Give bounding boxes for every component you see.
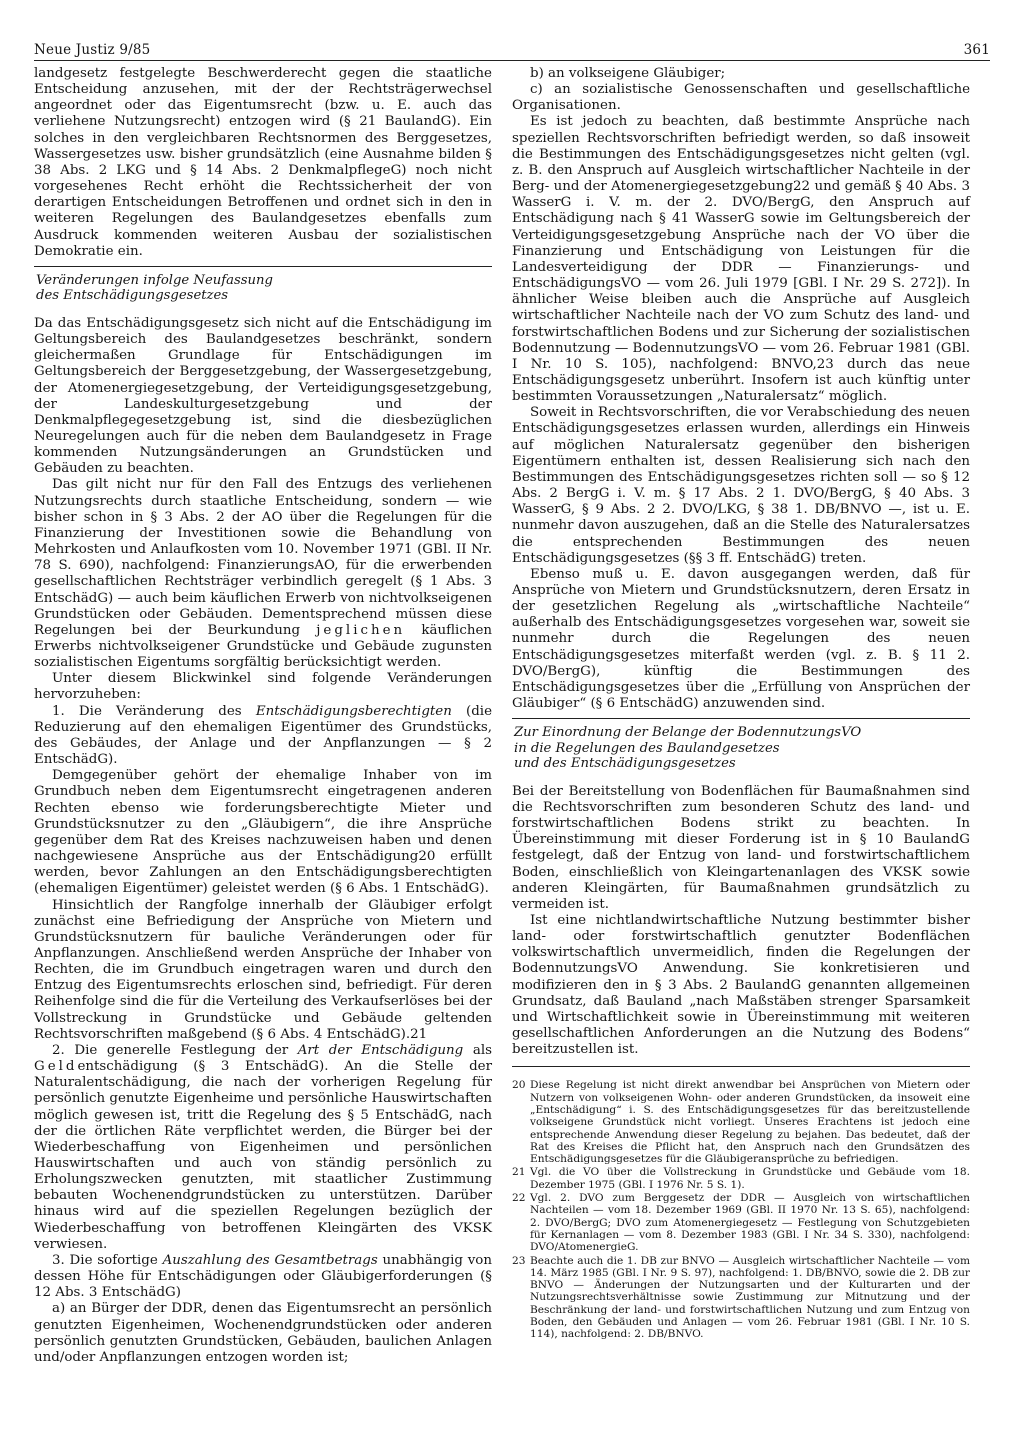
list-item: b) an volkseigene Gläubiger; — [530, 66, 726, 81]
left-column — [34, 66, 492, 1366]
paragraph: Ist eine nichtlandwirtschaftliche Nutzung bestimmter bisher land- oder forstwirtschaftlich genutzter Bodenflächen volkswirtschaftlich unvermeidlich, finden die Regelungen der BodennutzungsVO Anwendung. Sie konkretisieren und modifizieren den in § 3 Abs. 2 BaulandG genannten allgemeinen Grundsatz, daß Bauland „nach Maßstäben strenger Sparsamkeit und Wirtschaftlichkeit sowie in Übereinstimmung mit weiteren gesellschaftlichen Anforderungen an die Nutzung des Bodens“ bereitzustellen ist. — [512, 913, 970, 1058]
section-heading-line: und des Entschädigungsgesetzes — [514, 756, 736, 772]
list-item: c) an sozialistische Genossenschaften und gesellschaftliche Organisationen. — [512, 82, 970, 114]
emphasis: Auszahlung des Gesamtbetrags — [162, 1252, 378, 1268]
section-rule — [512, 718, 970, 719]
paragraph-text: unabhängig von dessen Höhe für Entschädigungen oder Gläubigerforderungen (§ 12 Abs. 3 EntschädG) — [34, 1252, 492, 1301]
paragraph-text: 3. Die sofortige — [52, 1252, 163, 1268]
section-heading-line: in die Regelungen des Baulandgesetzes — [514, 740, 780, 756]
footnote — [512, 1255, 970, 1341]
right-column — [512, 66, 970, 1342]
paragraph: Unter diesem Blickwinkel sind folgende Veränderungen hervorzuheben: — [34, 671, 492, 703]
spaced-emphasis: jeglichen — [316, 622, 406, 638]
footnotes — [512, 1079, 970, 1340]
footnote-number: 22 — [512, 1192, 526, 1205]
running-header: Neue Justiz 9/85 — [34, 42, 151, 58]
footnote — [512, 1192, 970, 1253]
footnote-text: Vgl. die VO über die Vollstreckung in Grundstücke und Gebäude vom 18. Dezember 1975 (GBl. I 1976 Nr. 5 S. 1). — [530, 1166, 970, 1191]
footnote-text: Diese Regelung ist nicht direkt anwendbar bei Ansprüchen von Mietern oder Nutzern von volkseigenen Wohn- oder anderen Grundstücken, da insoweit eine „Entschädigung“ i. S. des Entschädigungsgesetzes für das bereitzustellende volkseigene Grundstück nicht vorliegt. Unseres Erachtens ist jedoch eine entsprechende Anwendung dieser Regelung zu bejahen. Das bedeutet, daß der Rat des Kreises die Pflicht hat, den Anspruch nach den Grundsätzen des Entschädigungsgesetzes für die Gläubigeransprüche zu befriedigen. — [530, 1079, 970, 1166]
footnote-number: 23 — [512, 1254, 526, 1267]
footnote-rule — [512, 1066, 970, 1067]
footnote — [512, 1079, 970, 1165]
paragraph-text: als — [463, 1042, 492, 1058]
page-number: 361 — [963, 42, 990, 58]
paragraph: Es ist jedoch zu beachten, daß bestimmte Ansprüche nach speziellen Rechtsvorschriften befriedigt werden, so daß insoweit die Bestimmungen des Entschädigungsgesetzes nicht gelten (vgl. z. B. den Anspruch auf Ausgleich wirtschaftlicher Nachteile in der Berg- und der Atomenergiegesetzgebung22 und gemäß § 40 Abs. 3 WasserG i. V. m. der 2. DVO/BergG, den Anspruch auf Entschädigung nach § 41 WasserG sowie im Geltungsbereich der Verteidigungsgesetzgebung Ansprüche nach der VO über die Finanzierung und Entschädigung von Leistungen für die Landesverteidigung der DDR — Finanzierungs- und EntschädigungsVO — vom 26. Juli 1979 [GBl. I Nr. 29 S. 272]). In ähnlicher Weise bleiben auch die Ansprüche auf Ausgleich wirtschaftlicher Nachteile nach der VO zum Schutz des land- und forstwirtschaftlichen Bodens und zur Sicherung der sozialistischen Bodennutzung — BodennutzungsVO — vom 26. Februar 1981 (GBl. I Nr. 10 S. 105), nachfolgend: BNVO,23 durch das neue Entschädigungsgesetz unberührt. Insofern ist auch künftig unter bestimmten Voraussetzungen „Naturalersatz“ möglich. — [512, 114, 970, 405]
section-heading-line: des Entschädigungsgesetzes — [36, 288, 229, 304]
paragraph-text: 1. Die Veränderung des — [52, 703, 256, 719]
section-heading — [512, 725, 970, 772]
header-rule — [34, 60, 990, 61]
paragraph — [34, 477, 492, 671]
paragraph: Hinsichtlich der Rangfolge innerhalb der Gläubiger erfolgt zunächst eine Befriedigung der Ansprüche von Mietern und Grundstücksnutzern für bauliche Veränderungen oder für Anpflanzungen. Anschließend werden Ansprüche der Inhaber von Rechten, die im Grundbuch eingetragen waren und durch den Entzug des Eigentumsrechts erloschen sind, befriedigt. Für deren Reihenfolge sind die für die Verteilung des Verkaufserlöses bei der Vollstreckung in Grundstücke und Gebäude geltenden Rechtsvorschriften maßgebend (§ 6 Abs. 4 EntschädG).21 — [34, 897, 492, 1042]
enumerated-paragraph — [34, 704, 492, 769]
footnote-number: 20 — [512, 1079, 526, 1092]
paragraph: Bei der Bereitstellung von Bodenflächen für Baumaßnahmen sind die Rechtsvorschriften zum besonderen Schutz des land- und forstwirtschaftlichen Bodens strikt zu beachten. In Übereinstimmung mit dieser Forderung ist in § 10 BaulandG festgelegt, daß der Entzug von land- und forstwirtschaftlichem Boden, einschließlich von Kleingartenanlagen des VKSK sowie anderen Kleingärten, für Baumaßnahmen grundsätzlich zu vermeiden ist. — [512, 783, 970, 912]
paragraph: Ebenso muß u. E. davon ausgegangen werden, daß für Ansprüche von Mietern und Grundstücksnutzern, deren Ersatz in der gesetzlichen Regelung als „wirtschaftliche Nachteile“ außerhalb des Entschädigungsgesetzes vorgesehen war, soweit sie nunmehr durch die Regelungen des neuen Entschädigungsgesetzes miterfaßt werden (vgl. z. B. § 11 2. DVO/BergG), künftig die Bestimmungen des Entschädigungsgesetzes über die „Erfüllung von Ansprüchen der Gläubiger“ (§ 6 EntschädG) anzuwenden sind. — [512, 566, 970, 712]
footnote-text: Vgl. 2. DVO zum Berggesetz der DDR — Ausgleich von wirtschaftlichen Nachteilen — vom 18. Dezember 1969 (GBl. II 1970 Nr. 13 S. 65), nachfolgend: 2. DVO/BergG; DVO zum Atomenergiegesetz — Festlegung von Schutzgebieten für Kernanlagen — vom 8. Dezember 1983 (GBl. I Nr. 34 S. 330), nachfolgend: DVO/AtomenergieG. — [530, 1192, 970, 1254]
enumerated-paragraph — [34, 1043, 492, 1253]
paragraph-text: käuflichen Erwerbs nichtvolkseigener Grundstücke und Gebäude zugunsten sozialistischen Eigentums sorgfältig berücksichtigt werden. — [34, 622, 493, 671]
paragraph: Soweit in Rechtsvorschriften, die vor Verabschiedung des neuen Entschädigungsgesetzes erlassen wurden, allerdings ein Hinweis auf möglichen Naturalersatz gegenüber den bisherigen Eigentümern enthalten ist, dessen Realisierung sich nach den Bestimmungen des Entschädigungsgesetzes richten soll — so § 12 Abs. 2 BergG i. V. m. § 17 Abs. 2 1. DVO/BergG, § 40 Abs. 3 WasserG, § 9 Abs. 2 2. DVO/LKG, § 38 1. DB/BNVO —, ist u. E. nunmehr davon auszugehen, daß an die Stelle des Naturalersatzes die entsprechenden Bestimmungen des neuen Entschädigungsgesetzes (§§ 3 ff. EntschädG) treten. — [512, 405, 970, 566]
paragraph: Da das Entschädigungsgesetz sich nicht auf die Entschädigung im Geltungsbereich des Baulandgesetzes beschränkt, sondern gleichermaßen Grundlage für Entschädigungen im Geltungsbereich der Berggesetzgebung, der Wassergesetzgebung, der Atomenergiegesetzgebung, der Verteidigungsgesetzgebung, der Landeskulturgesetzgebung und der Denkmalpflegegesetzgebung ist, sind die diesbezüglichen Neuregelungen auch für die neben dem Baulandgesetz in Frage kommenden Nutzungsänderungen an Grundstücken und Gebäuden zu beachten. — [34, 315, 492, 477]
emphasis: Art der Entschädigung — [297, 1042, 464, 1058]
section-heading-line: Zur Einordnung der Belange der BodennutzungsVO — [514, 725, 862, 741]
emphasis: Entschädigungsberechtigten — [255, 703, 452, 719]
list-item: a) an Bürger der DDR, denen das Eigentumsrecht an persönlich genutzten Eigenheimen, Wochenendgrundstücken oder anderen persönlich genutzten Grundstücken, Gebäuden, baulichen Anlagen und/oder Anpflanzungen entzogen worden ist; — [34, 1301, 492, 1365]
paragraph: landgesetz festgelegte Beschwerderecht gegen die staatliche Entscheidung anzusehen, mit der der Rechtsträgerwechsel angeordnet oder das Eigentumsrecht (bzw. u. E. auch das verliehene Nutzungsrecht) entzogen wird (§ 21 BaulandG). Ein solches in den vergleichbaren Rechtsnormen des Berggesetzes, Wassergesetzes usw. bisher grundsätzlich (eine Ausnahme bilden § 38 Abs. 2 LKG und § 14 Abs. 2 DenkmalpflegeG) noch nicht vorgesehenes Recht erhöht die Rechtssicherheit der von derartigen Entscheidungen Betroffenen und ordnet sich in den in weiteren Regelungen des Baulandgesetzes ebenfalls zum Ausdruck kommenden weiteren Ausbau der sozialistischen Demokratie ein. — [34, 66, 492, 259]
enumerated-paragraph — [34, 1253, 492, 1301]
paragraph-text: (die Reduzierung auf den ehemaligen Eigentümer des Grundstücks, des Gebäudes, der Anlage und der Anpflanzungen — § 2 EntschädG). — [34, 703, 492, 768]
section-heading-line: Veränderungen infolge Neufassung — [36, 272, 273, 288]
footnote-text: Beachte auch die 1. DB zur BNVO — Ausgleich wirtschaftlicher Nachteile — vom 14. März 1985 (GBl. I Nr. 9 S. 97), nachfolgend: 1. DB/BNVO, sowie die 2. DB zur BNVO — Änderungen der Nutzungsarten und der Kulturarten und der Nutzungsrechtsverhältnisse sowie Zustimmung zur Mitnutzung und der Beschränkung der land- und forstwirtschaftlichen Nutzung und zum Entzug von Boden, den Gebäuden und Anlagen — vom 26. Februar 1981 (GBl. I Nr. 10 S. 114), nachfolgend: 2. DB/BNVO. — [530, 1254, 970, 1341]
spaced-emphasis: Geld — [34, 1059, 78, 1075]
section-heading — [34, 273, 492, 304]
paragraph-text: 2. Die generelle Festlegung der — [52, 1042, 298, 1058]
footnote-number: 21 — [512, 1166, 526, 1179]
paragraph-text: entschädigung (§ 3 EntschädG). An die Stelle der Naturalentschädigung, die nach der vorherigen Regelung für persönlich genutzte Eigenheime und persönliche Hauswirtschaften möglich gewesen ist, tritt die Regelung des § 5 EntschädG, nach der die örtlichen Räte verpflichtet werden, die Bürger bei der Wiederbeschaffung von Eigenheimen und persönlichen Hauswirtschaften und auch von ständig persönlich zu Erholungszwecken genutzten, mit staatlicher Zustimmung bebauten Wochenendgrundstücken zu unterstützen. Darüber hinaus wird auf die speziellen Regelungen bezüglich der Wiederbeschaffung von betroffenen Kleingärten des VKSK verwiesen. — [34, 1059, 492, 1252]
paragraph-text: Das gilt nicht nur für den Fall des Entzugs des verliehenen Nutzungsrechts durch staatliche Entscheidung, sondern — wie bisher schon in § 3 Abs. 2 der AO über die Regelungen für die Finanzierung der Investitionen sowie die Behandlung von Mehrkosten und Anlaufkosten vom 10. November 1971 (GBl. II Nr. 78 S. 690), nachfolgend: FinanzierungsAO, für die erwerbenden gesellschaftlichen Rechtsträger verbindlich geregelt (§ 1 Abs. 3 EntschädG) — auch beim käuflichen Erwerb von nichtvolkseigenen Grundstücken oder Gebäuden. Dementsprechend müssen diese Regelungen bei der Beurkundung — [34, 477, 492, 638]
section-rule — [34, 266, 492, 267]
footnote — [512, 1166, 970, 1191]
paragraph: Demgegenüber gehört der ehemalige Inhaber von im Grundbuch neben dem Eigentumsrecht eingetragenen anderen Rechten ebenso wie forderungsberechtigte Mieter und Grundstücksnutzer zu den „Gläubigern“, die ihre Ansprüche gegenüber dem Rat des Kreises nachzuweisen haben und denen nachgewiesene Ansprüche aus der Entschädigung20 erfüllt werden, bevor Zahlungen an den Entschädigungsberechtigten (ehemaligen Eigentümer) geleistet werden (§ 6 Abs. 1 EntschädG). — [34, 768, 492, 897]
